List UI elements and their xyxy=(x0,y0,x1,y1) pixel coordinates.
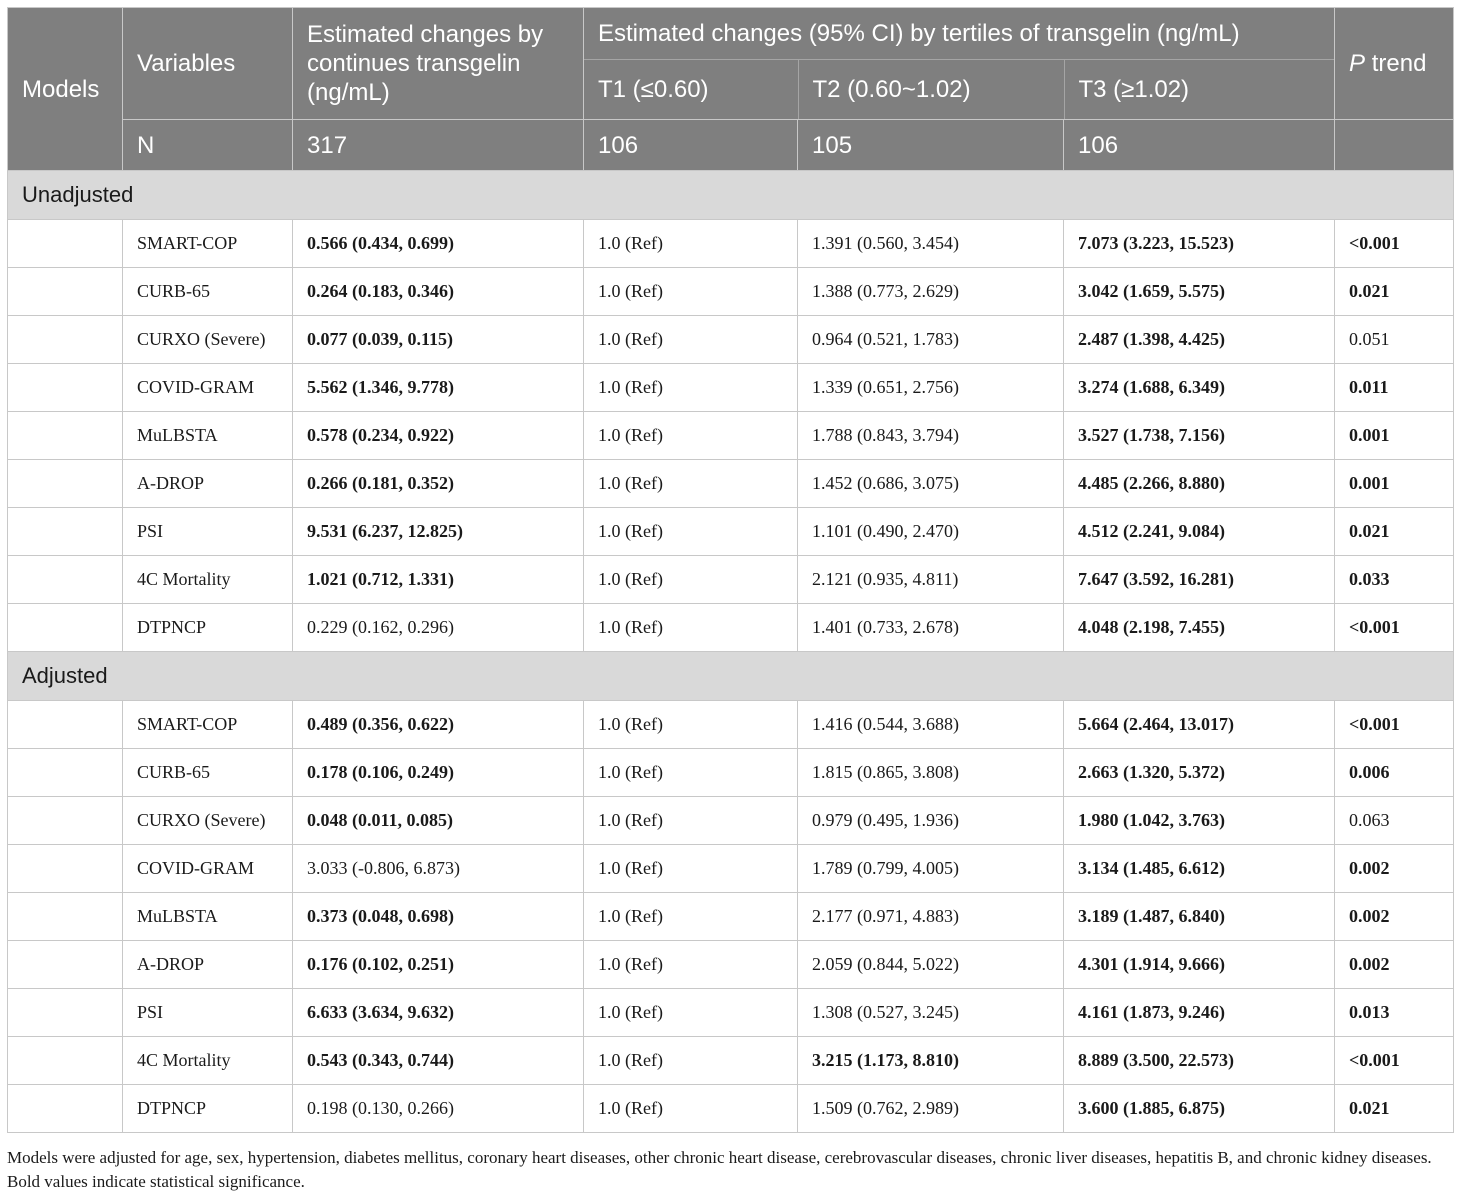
table-row xyxy=(8,941,1454,989)
header-n-label: N xyxy=(123,120,293,171)
table-row xyxy=(8,1085,1454,1133)
t1-cell: 1.0 (Ref) xyxy=(584,604,798,652)
t2-cell: 2.059 (0.844, 5.022) xyxy=(798,941,1064,989)
table-row xyxy=(8,604,1454,652)
t1-cell: 1.0 (Ref) xyxy=(584,1085,798,1133)
t1-cell: 1.0 (Ref) xyxy=(584,845,798,893)
variable-cell: SMART-COP xyxy=(123,701,293,749)
continuous-cell: 1.021 (0.712, 1.331) xyxy=(293,556,584,604)
t3-cell: 4.512 (2.241, 9.084) xyxy=(1064,508,1335,556)
t3-cell: 5.664 (2.464, 13.017) xyxy=(1064,701,1335,749)
header-variables: Variables xyxy=(123,8,293,120)
continuous-cell: 0.266 (0.181, 0.352) xyxy=(293,460,584,508)
table-row xyxy=(8,508,1454,556)
p-cell: 0.033 xyxy=(1335,556,1454,604)
continuous-cell: 0.578 (0.234, 0.922) xyxy=(293,412,584,460)
continuous-cell: 0.489 (0.356, 0.622) xyxy=(293,701,584,749)
section-row xyxy=(8,171,1454,220)
continuous-cell: 0.543 (0.343, 0.744) xyxy=(293,1037,584,1085)
variable-cell: A-DROP xyxy=(123,941,293,989)
header-t1: T1 (≤0.60) xyxy=(584,59,798,119)
continuous-cell: 0.048 (0.011, 0.085) xyxy=(293,797,584,845)
t2-cell: 1.416 (0.544, 3.688) xyxy=(798,701,1064,749)
model-cell xyxy=(8,701,123,749)
t1-cell: 1.0 (Ref) xyxy=(584,220,798,268)
section-label: Adjusted xyxy=(8,652,1454,701)
continuous-cell: 0.229 (0.162, 0.296) xyxy=(293,604,584,652)
t3-cell: 1.980 (1.042, 3.763) xyxy=(1064,797,1335,845)
header-continuous: Estimated changes by continues transgelin (ng/mL) xyxy=(293,8,584,120)
model-cell xyxy=(8,460,123,508)
header-n-t1: 106 xyxy=(584,120,798,171)
t1-cell: 1.0 (Ref) xyxy=(584,460,798,508)
t3-cell: 4.485 (2.266, 8.880) xyxy=(1064,460,1335,508)
t2-cell: 1.788 (0.843, 3.794) xyxy=(798,412,1064,460)
footnote: Models were adjusted for age, sex, hypertension, diabetes mellitus, coronary heart diseases, other chronic heart disease, cerebrovascular diseases, chronic liver diseases, hepatitis B, and chronic kidney diseases. Bold values indicate statistical significance. xyxy=(7,1148,1432,1191)
t3-cell: 3.042 (1.659, 5.575) xyxy=(1064,268,1335,316)
t2-cell: 1.509 (0.762, 2.989) xyxy=(798,1085,1064,1133)
t3-cell: 3.134 (1.485, 6.612) xyxy=(1064,845,1335,893)
p-cell: 0.013 xyxy=(1335,989,1454,1037)
header-t2: T2 (0.60~1.02) xyxy=(798,59,1064,119)
section-row xyxy=(8,652,1454,701)
header-models: Models xyxy=(8,8,123,171)
t1-cell: 1.0 (Ref) xyxy=(584,989,798,1037)
t2-cell: 1.391 (0.560, 3.454) xyxy=(798,220,1064,268)
continuous-cell: 0.198 (0.130, 0.266) xyxy=(293,1085,584,1133)
p-cell: 0.002 xyxy=(1335,845,1454,893)
table-row xyxy=(8,1037,1454,1085)
t2-cell: 1.388 (0.773, 2.629) xyxy=(798,268,1064,316)
variable-cell: CURXO (Severe) xyxy=(123,316,293,364)
tertiles-subheader xyxy=(584,8,1335,119)
model-cell xyxy=(8,556,123,604)
table-row xyxy=(8,220,1454,268)
t2-cell: 2.121 (0.935, 4.811) xyxy=(798,556,1064,604)
header-n-t2: 105 xyxy=(798,120,1064,171)
t1-cell: 1.0 (Ref) xyxy=(584,316,798,364)
t3-cell: 4.301 (1.914, 9.666) xyxy=(1064,941,1335,989)
variable-cell: 4C Mortality xyxy=(123,1037,293,1085)
variable-cell: PSI xyxy=(123,989,293,1037)
model-cell xyxy=(8,412,123,460)
header-n-t3: 106 xyxy=(1064,120,1335,171)
header-p-trend xyxy=(1335,8,1454,120)
model-cell xyxy=(8,893,123,941)
table-body xyxy=(8,171,1454,1133)
header-tertiles-group-label: Estimated changes (95% CI) by tertiles of transgelin (ng/mL) xyxy=(584,8,1335,59)
continuous-cell: 0.566 (0.434, 0.699) xyxy=(293,220,584,268)
variable-cell: MuLBSTA xyxy=(123,893,293,941)
p-cell: 0.021 xyxy=(1335,508,1454,556)
p-cell: <0.001 xyxy=(1335,701,1454,749)
t3-cell: 3.600 (1.885, 6.875) xyxy=(1064,1085,1335,1133)
continuous-cell: 0.178 (0.106, 0.249) xyxy=(293,749,584,797)
model-cell xyxy=(8,941,123,989)
section-label: Unadjusted xyxy=(8,171,1454,220)
continuous-cell: 0.264 (0.183, 0.346) xyxy=(293,268,584,316)
variable-cell: DTPNCP xyxy=(123,1085,293,1133)
model-cell xyxy=(8,316,123,364)
variable-cell: CURXO (Severe) xyxy=(123,797,293,845)
t1-cell: 1.0 (Ref) xyxy=(584,556,798,604)
t1-cell: 1.0 (Ref) xyxy=(584,412,798,460)
variable-cell: 4C Mortality xyxy=(123,556,293,604)
t3-cell: 3.189 (1.487, 6.840) xyxy=(1064,893,1335,941)
model-cell xyxy=(8,797,123,845)
t1-cell: 1.0 (Ref) xyxy=(584,941,798,989)
p-cell: 0.011 xyxy=(1335,364,1454,412)
continuous-cell: 0.373 (0.048, 0.698) xyxy=(293,893,584,941)
table-row xyxy=(8,268,1454,316)
continuous-cell: 3.033 (-0.806, 6.873) xyxy=(293,845,584,893)
table-row xyxy=(8,316,1454,364)
table-row xyxy=(8,989,1454,1037)
t2-cell: 1.401 (0.733, 2.678) xyxy=(798,604,1064,652)
t3-cell: 8.889 (3.500, 22.573) xyxy=(1064,1037,1335,1085)
t1-cell: 1.0 (Ref) xyxy=(584,749,798,797)
t2-cell: 2.177 (0.971, 4.883) xyxy=(798,893,1064,941)
model-cell xyxy=(8,749,123,797)
p-cell: <0.001 xyxy=(1335,604,1454,652)
variable-cell: COVID-GRAM xyxy=(123,845,293,893)
results-table xyxy=(7,7,1454,1133)
t2-cell: 1.452 (0.686, 3.075) xyxy=(798,460,1064,508)
t2-cell: 0.979 (0.495, 1.936) xyxy=(798,797,1064,845)
p-label: P xyxy=(1349,50,1366,77)
variable-cell: MuLBSTA xyxy=(123,412,293,460)
table-row xyxy=(8,460,1454,508)
variable-cell: COVID-GRAM xyxy=(123,364,293,412)
header-n-blank xyxy=(1335,120,1454,171)
p-cell: 0.051 xyxy=(1335,316,1454,364)
variable-cell: SMART-COP xyxy=(123,220,293,268)
table-row xyxy=(8,749,1454,797)
table-row xyxy=(8,845,1454,893)
p-cell: 0.021 xyxy=(1335,1085,1454,1133)
t1-cell: 1.0 (Ref) xyxy=(584,1037,798,1085)
p-cell: <0.001 xyxy=(1335,1037,1454,1085)
variable-cell: A-DROP xyxy=(123,460,293,508)
t1-cell: 1.0 (Ref) xyxy=(584,893,798,941)
t3-cell: 4.161 (1.873, 9.246) xyxy=(1064,989,1335,1037)
p-cell: 0.006 xyxy=(1335,749,1454,797)
t2-cell: 1.339 (0.651, 2.756) xyxy=(798,364,1064,412)
table-row xyxy=(8,893,1454,941)
model-cell xyxy=(8,845,123,893)
t1-cell: 1.0 (Ref) xyxy=(584,797,798,845)
continuous-cell: 0.077 (0.039, 0.115) xyxy=(293,316,584,364)
t2-cell: 1.101 (0.490, 2.470) xyxy=(798,508,1064,556)
p-cell: 0.002 xyxy=(1335,893,1454,941)
model-cell xyxy=(8,989,123,1037)
header-t3: T3 (≥1.02) xyxy=(1078,75,1190,103)
t1-cell: 1.0 (Ref) xyxy=(584,364,798,412)
t3-cell: 7.073 (3.223, 15.523) xyxy=(1064,220,1335,268)
continuous-cell: 9.531 (6.237, 12.825) xyxy=(293,508,584,556)
header-n-continuous: 317 xyxy=(293,120,584,171)
continuous-cell: 5.562 (1.346, 9.778) xyxy=(293,364,584,412)
continuous-cell: 0.176 (0.102, 0.251) xyxy=(293,941,584,989)
p-cell: <0.001 xyxy=(1335,220,1454,268)
t3-cell: 3.274 (1.688, 6.349) xyxy=(1064,364,1335,412)
variable-cell: CURB-65 xyxy=(123,268,293,316)
t3-cell: 2.663 (1.320, 5.372) xyxy=(1064,749,1335,797)
model-cell xyxy=(8,1037,123,1085)
variable-cell: PSI xyxy=(123,508,293,556)
variable-cell: DTPNCP xyxy=(123,604,293,652)
model-cell xyxy=(8,508,123,556)
model-cell xyxy=(8,268,123,316)
table-row xyxy=(8,364,1454,412)
t2-cell: 3.215 (1.173, 8.810) xyxy=(798,1037,1064,1085)
model-cell xyxy=(8,1085,123,1133)
t2-cell: 0.964 (0.521, 1.783) xyxy=(798,316,1064,364)
table-header xyxy=(8,8,1454,171)
t3-cell: 2.487 (1.398, 4.425) xyxy=(1064,316,1335,364)
model-cell xyxy=(8,604,123,652)
model-cell xyxy=(8,220,123,268)
model-cell xyxy=(8,364,123,412)
p-cell: 0.001 xyxy=(1335,460,1454,508)
t2-cell: 1.789 (0.799, 4.005) xyxy=(798,845,1064,893)
t2-cell: 1.308 (0.527, 3.245) xyxy=(798,989,1064,1037)
t3-cell: 3.527 (1.738, 7.156) xyxy=(1064,412,1335,460)
t3-cell: 7.647 (3.592, 16.281) xyxy=(1064,556,1335,604)
t3-cell: 4.048 (2.198, 7.455) xyxy=(1064,604,1335,652)
continuous-cell: 6.633 (3.634, 9.632) xyxy=(293,989,584,1037)
t1-cell: 1.0 (Ref) xyxy=(584,508,798,556)
p-cell: 0.063 xyxy=(1335,797,1454,845)
t1-cell: 1.0 (Ref) xyxy=(584,701,798,749)
t1-cell: 1.0 (Ref) xyxy=(584,268,798,316)
table-row xyxy=(8,412,1454,460)
p-cell: 0.001 xyxy=(1335,412,1454,460)
trend-label: trend xyxy=(1365,50,1427,77)
t2-cell: 1.815 (0.865, 3.808) xyxy=(798,749,1064,797)
header-tertiles-group xyxy=(584,8,1335,120)
table-row xyxy=(8,556,1454,604)
table-row xyxy=(8,701,1454,749)
table-row xyxy=(8,797,1454,845)
p-cell: 0.002 xyxy=(1335,941,1454,989)
variable-cell: CURB-65 xyxy=(123,749,293,797)
p-cell: 0.021 xyxy=(1335,268,1454,316)
